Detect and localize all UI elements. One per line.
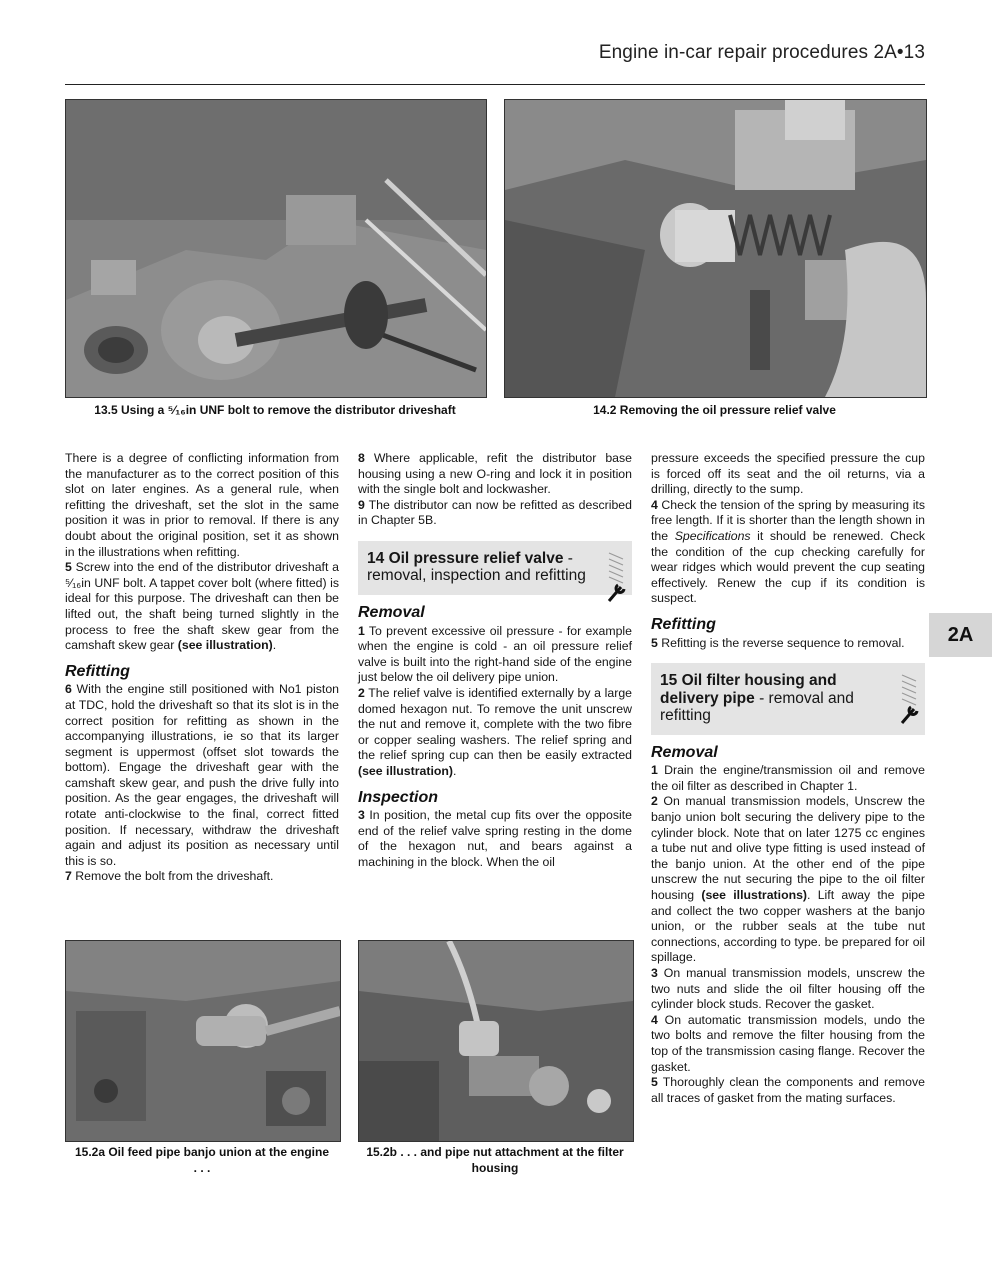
paragraph-text: Screw into the end of the distributor driveshaft a ⁵⁄₁₆in UNF bolt. A tappet cover bolt (where fitted) is ideal for this purpose. The driveshaft can then be lifted out, the shaft being turned slightly in the process to free the shaft skew gear from the camshaft skew gear (65, 560, 339, 653)
paragraph-text: Drain the engine/transmission oil and remove the oil filter as described in Chapter 1. (651, 763, 925, 793)
step-number: 1 (651, 763, 658, 778)
text-column-2 (358, 451, 632, 870)
section-title: Oil pressure relief valve (388, 549, 564, 567)
paragraph-text: it should be renewed. Check the condition of the cup checking carefully for wear ridges which would prevent the cup seating effectively. Renew the cup if its condition is suspect. (651, 528, 925, 606)
see-illustration-ref: (see illustration) (358, 763, 453, 778)
paragraph-text: Check the tension of the spring by measuring its free length. If it is shorter than the length shown in the (651, 497, 925, 543)
subheading-removal: Removal (358, 603, 425, 621)
paragraph-text: The distributor can now be refitted as described in Chapter 5B. (358, 497, 632, 528)
section-number: 14 (367, 549, 385, 567)
paragraph-text: . (272, 638, 277, 653)
chapter-tab: 2A (929, 613, 992, 657)
page-header (65, 40, 925, 85)
section-15-heading (651, 663, 925, 735)
paragraph-text: Refitting is the reverse sequence to removal. (657, 635, 905, 650)
section-14-heading (358, 541, 632, 595)
difficulty-wrench-icon (898, 671, 920, 727)
paragraph-continued (651, 451, 925, 607)
section-title: Oil filter housing and delivery pipe (660, 672, 837, 707)
step-number: 3 (358, 808, 365, 823)
paragraph-text: On manual transmission models, unscrew the two nuts and slide the oil filter housing off the cylinder block studs. Recover the gasket. (651, 965, 925, 1012)
difficulty-wrench-icon (605, 549, 627, 605)
step-number: 2 (651, 794, 658, 809)
step-number: 4 (651, 497, 658, 512)
caption-15-2b: 15.2b . . . and pipe nut attachment at the filter housing (366, 1145, 624, 1175)
section-subtitle: - removal, inspection and refitting (367, 549, 586, 585)
section-number: 15 (660, 672, 678, 690)
step-number: 2 (358, 685, 365, 700)
paragraph-text: Remove the bolt from the driveshaft. (71, 869, 274, 884)
step-number: 9 (358, 497, 365, 512)
paragraph-text: There is a degree of conflicting information from the manufacturer as to the correct position of this slot on later engines. As a general rule, when refitting the driveshaft, set the slot in the same position it was in prior to removal. If there is any doubt about the original position, set it as shown in the illustrations when refitting. (65, 451, 339, 559)
paragraph-text: On automatic transmission models, undo the two bolts and remove the filter housing from the top of the transmission casing flange. Recover the gasket. (651, 1012, 925, 1074)
paragraph-text: Thoroughly clean the components and remove all traces of gasket from the mating surfaces. (651, 1075, 925, 1105)
paragraph-6 (65, 682, 339, 885)
caption-14-2: 14.2 Removing the oil pressure relief valve (593, 403, 836, 417)
paragraph-steps (651, 763, 925, 1106)
subheading-inspection: Inspection (358, 788, 439, 806)
step-number: 7 (65, 869, 72, 884)
photo-15-2a (65, 940, 341, 1142)
step-number: 8 (358, 451, 365, 465)
paragraph-5 (65, 560, 339, 654)
photo-13-5 (65, 99, 487, 398)
page-title: Engine in-car repair procedures 2A•13 (598, 42, 925, 63)
specifications-ref: Specifications (674, 528, 751, 543)
paragraph-text: With the engine still positioned with No1 piston at TDC, hold the driveshaft so that its slot is in the correct position for refitting as shown in the accompanying illustrations, ie so that its larger segment is uppermost (offset slot towards the bottom). Engage the driveshaft gear with the camshaft skew gear, and push the drive fully into position. As the gear engages, the driveshaft will rotate anti-clockwise to the final, correct fitted position. If necessary, withdraw the driveshaft again and adjust its position as necessary until this is so. (65, 682, 339, 868)
paragraph-text: To prevent excessive oil pressure - for example when the engine is cold - an oil pressure relief valve is built into the right-hand side of the engine just below the oil delivery pipe union. (358, 623, 632, 685)
subheading-refitting: Refitting (651, 615, 716, 633)
paragraph (65, 451, 339, 560)
step-number: 3 (651, 965, 658, 980)
step-number: 1 (358, 623, 365, 638)
section-subtitle: - removal and refitting (660, 689, 854, 725)
text-column-1 (65, 451, 339, 885)
paragraph-text: . (452, 763, 457, 778)
step-number: 5 (651, 635, 658, 650)
step-number: 5 (65, 560, 72, 575)
see-illustration-ref: (see illustrations) (701, 887, 808, 902)
paragraph-1 (358, 624, 632, 780)
paragraph-text: The relief valve is identified externally by a large domed hexagon nut. To remove the unit unscrew the nut and remove it, complete with the two fibre or copper sealing washers. The relief spring and the relief spring cup can then be easily extracted (358, 685, 632, 763)
step-number: 5 (651, 1075, 658, 1090)
subheading-removal: Removal (651, 743, 718, 761)
paragraph-text: . Lift away the pipe and collect the two copper washers at the banjo union, or the rubber seals at the tube nut connections, according to type. be prepared for oil spillage. (651, 887, 925, 965)
step-number: 6 (65, 682, 72, 697)
text-column-3 (651, 451, 925, 1106)
paragraph-text: In position, the metal cup fits over the opposite end of the relief valve spring resting in the dome of the hexagon nut, and bears against a machining in the block. When the oil (358, 808, 632, 869)
paragraph-8 (358, 451, 632, 529)
subheading-refitting: Refitting (65, 662, 130, 680)
see-illustration-ref: (see illustration) (177, 638, 273, 653)
photo-15-2b (358, 940, 634, 1142)
paragraph-5 (651, 636, 925, 652)
paragraph-text: On manual transmission models, Unscrew the banjo union bolt securing the delivery pipe to the cylinder block. Note that on later 1275 cc engines a tube nut and olive type fitting is used instead of the banjo union. At the other end of the pipe unscrew the nut securing the pipe to the oil filter housing (651, 794, 925, 902)
paragraph-text: Where applicable, refit the distributor base housing using a new O-ring and lock it in position with the single bolt and lockwasher. (358, 451, 632, 497)
step-number: 4 (651, 1012, 658, 1027)
paragraph-text: pressure exceeds the specified pressure the cup is forced off its seat and the oil returns, via a drilling, directly to the sump. (651, 451, 925, 497)
caption-15-2a: 15.2a Oil feed pipe banjo union at the engine . . . (74, 1145, 330, 1175)
photo-14-2 (504, 99, 927, 398)
paragraph-3 (358, 808, 632, 870)
caption-13-5: 13.5 Using a ⁵⁄₁₆in UNF bolt to remove the distributor driveshaft (94, 403, 456, 417)
